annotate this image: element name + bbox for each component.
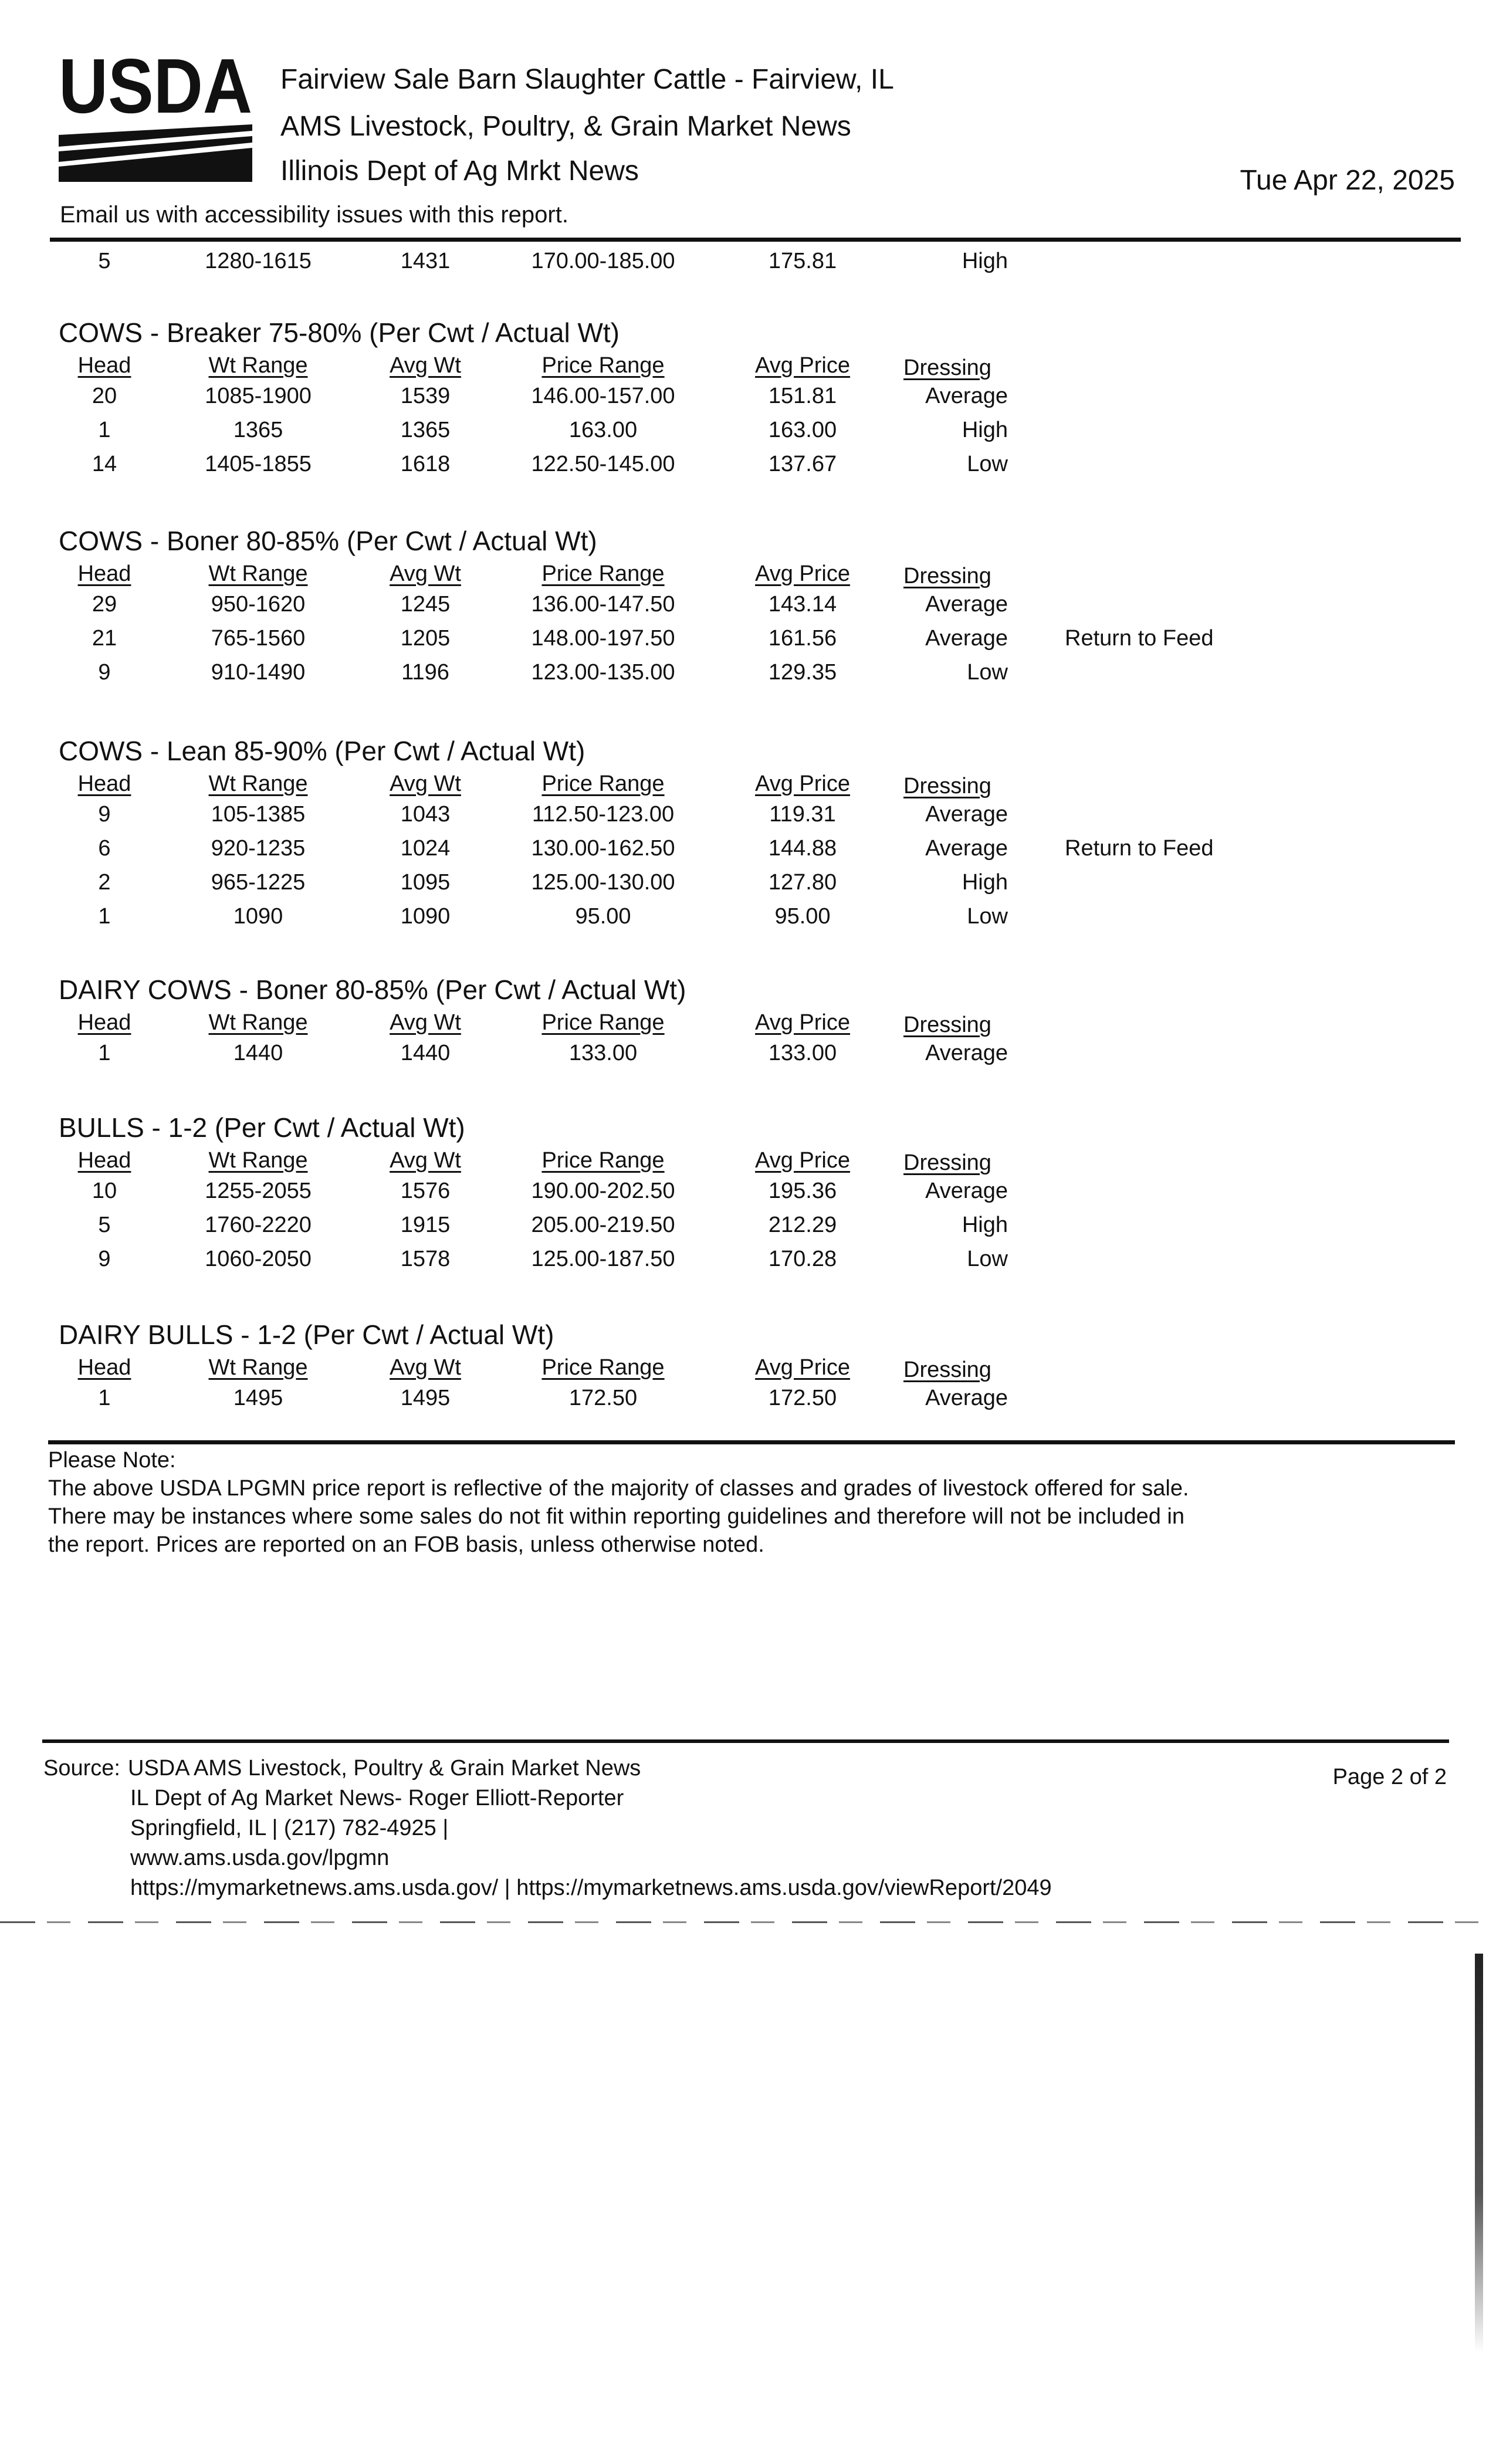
- cell-price-range: 122.50-145.00: [531, 452, 675, 476]
- cell-avg-price: 127.80: [768, 870, 837, 895]
- cell-wt-range: 1760-2220: [205, 1213, 312, 1237]
- cell-price-range: 133.00: [568, 1041, 638, 1065]
- report-date: Tue Apr 22, 2025: [1240, 165, 1455, 196]
- cell-wt-range: 950-1620: [211, 592, 306, 617]
- column-header-avg-wt: Avg Wt: [390, 561, 461, 586]
- cell-dressing: Average: [925, 384, 1008, 408]
- cell-avg-price: 119.31: [769, 802, 836, 827]
- column-header-avg-price: Avg Price: [755, 561, 850, 586]
- scan-edge-shadow: [1475, 1954, 1483, 2353]
- cell-avg-wt: 1576: [400, 1179, 451, 1203]
- source-line-3: Springfield, IL | (217) 782-4925 |: [130, 1816, 449, 1840]
- cell-avg-price: 195.36: [768, 1179, 837, 1203]
- cell-head: 29: [92, 592, 117, 617]
- note-line-2: There may be instances where some sales do not fit within reporting guidelines and therefore will not be included in: [48, 1504, 1184, 1529]
- column-header-avg-wt: Avg Wt: [390, 771, 461, 796]
- column-header-dressing: Dressing: [903, 564, 991, 588]
- note-heading: Please Note:: [48, 1448, 176, 1473]
- cell-head: 10: [92, 1179, 117, 1203]
- cell-head: 1: [98, 418, 111, 442]
- cell-avg-wt: 1365: [400, 418, 451, 442]
- cell-wt-range: 920-1235: [211, 836, 306, 861]
- cell-head: 9: [98, 802, 111, 827]
- cell-note: Return to Feed: [1065, 626, 1214, 651]
- cell-dressing: Low: [967, 904, 1008, 929]
- report-subtitle-2: Illinois Dept of Ag Mrkt News: [280, 155, 639, 187]
- column-header-price-range: Price Range: [541, 561, 665, 586]
- cell-price-range: 125.00-130.00: [531, 870, 675, 895]
- column-header-price-range: Price Range: [541, 353, 665, 378]
- cell-dressing: Average: [925, 836, 1008, 861]
- column-header-head: Head: [77, 1148, 131, 1173]
- cell-dressing: High: [962, 1213, 1008, 1237]
- column-header-price-range: Price Range: [541, 1148, 665, 1173]
- usda-logo: [59, 43, 252, 182]
- cell-wt-range: 105-1385: [211, 802, 306, 827]
- cell-wt-range: 1405-1855: [205, 452, 312, 476]
- report-title: Fairview Sale Barn Slaughter Cattle - Fairview, IL: [280, 64, 894, 95]
- column-header-price-range: Price Range: [541, 1010, 665, 1035]
- column-header-avg-wt: Avg Wt: [390, 353, 461, 378]
- page-number: Page 2 of 2: [1332, 1765, 1447, 1789]
- cell-avg-wt: 1915: [400, 1213, 451, 1237]
- cell-avg-wt: 1431: [400, 249, 451, 273]
- column-header-wt-range: Wt Range: [208, 1148, 308, 1173]
- cell-head: 1: [98, 1386, 111, 1410]
- cell-head: 1: [98, 1041, 111, 1065]
- header-rule: [50, 238, 1461, 242]
- report-subtitle-1: AMS Livestock, Poultry, & Grain Market News: [280, 111, 851, 142]
- source-link-lpgmn[interactable]: www.ams.usda.gov/lpgmn: [130, 1846, 390, 1870]
- column-header-wt-range: Wt Range: [208, 771, 308, 796]
- column-header-wt-range: Wt Range: [208, 1010, 308, 1035]
- svg-text:USDA: USDA: [59, 43, 252, 129]
- cell-dressing: Average: [925, 592, 1008, 617]
- cell-price-range: 190.00-202.50: [531, 1179, 675, 1203]
- column-header-avg-price: Avg Price: [755, 353, 850, 378]
- cell-wt-range: 965-1225: [211, 870, 306, 895]
- cell-avg-price: 172.50: [768, 1386, 837, 1410]
- cell-avg-wt: 1090: [400, 904, 451, 929]
- cell-dressing: High: [962, 249, 1008, 273]
- cell-head: 21: [92, 626, 117, 651]
- section-title: COWS - Lean 85-90% (Per Cwt / Actual Wt): [59, 736, 585, 766]
- cell-dressing: High: [962, 870, 1008, 895]
- cell-head: 14: [92, 452, 117, 476]
- cell-dressing: Low: [967, 1247, 1008, 1271]
- cell-wt-range: 765-1560: [211, 626, 306, 651]
- cell-avg-price: 143.14: [768, 592, 837, 617]
- cell-price-range: 205.00-219.50: [531, 1213, 675, 1237]
- cell-note: Return to Feed: [1065, 836, 1214, 861]
- column-header-avg-price: Avg Price: [755, 1148, 850, 1173]
- footer-rule: [42, 1739, 1449, 1743]
- cell-avg-price: 212.29: [768, 1213, 837, 1237]
- cell-avg-price: 137.67: [768, 452, 837, 476]
- cell-wt-range: 1365: [233, 418, 283, 442]
- column-header-dressing: Dressing: [903, 1150, 991, 1175]
- cell-avg-price: 175.81: [768, 249, 837, 273]
- column-header-avg-wt: Avg Wt: [390, 1010, 461, 1035]
- column-header-avg-price: Avg Price: [755, 771, 850, 796]
- column-header-avg-wt: Avg Wt: [390, 1148, 461, 1173]
- cell-dressing: Average: [925, 1386, 1008, 1410]
- cell-dressing: Low: [967, 660, 1008, 685]
- column-header-wt-range: Wt Range: [208, 1355, 308, 1380]
- cell-avg-price: 170.28: [768, 1247, 837, 1271]
- cell-dressing: Low: [967, 452, 1008, 476]
- cell-avg-price: 161.56: [768, 626, 837, 651]
- cell-price-range: 172.50: [568, 1386, 638, 1410]
- section-title: DAIRY COWS - Boner 80-85% (Per Cwt / Actual Wt): [59, 974, 686, 1005]
- column-header-avg-wt: Avg Wt: [390, 1355, 461, 1380]
- column-header-price-range: Price Range: [541, 771, 665, 796]
- scan-edge-line: [0, 1921, 1496, 1923]
- source-links-mymarketnews[interactable]: https://mymarketnews.ams.usda.gov/ | https://mymarketnews.ams.usda.gov/viewReport/2049: [130, 1876, 1052, 1900]
- cell-price-range: 95.00: [575, 904, 631, 929]
- cell-avg-price: 129.35: [768, 660, 837, 685]
- cell-avg-wt: 1095: [400, 870, 451, 895]
- cell-avg-price: 144.88: [768, 836, 837, 861]
- section-title: COWS - Boner 80-85% (Per Cwt / Actual Wt): [59, 526, 597, 556]
- cell-avg-price: 133.00: [768, 1041, 837, 1065]
- cell-price-range: 170.00-185.00: [531, 249, 675, 273]
- cell-head: 20: [92, 384, 117, 408]
- cell-price-range: 163.00: [568, 418, 638, 442]
- column-header-dressing: Dressing: [903, 356, 991, 380]
- cell-dressing: Average: [925, 626, 1008, 651]
- cell-head: 6: [98, 836, 111, 861]
- section-title: BULLS - 1-2 (Per Cwt / Actual Wt): [59, 1112, 465, 1143]
- cell-wt-range: 1280-1615: [205, 249, 312, 273]
- cell-wt-range: 1090: [233, 904, 283, 929]
- cell-avg-wt: 1539: [400, 384, 451, 408]
- cell-price-range: 148.00-197.50: [531, 626, 675, 651]
- column-header-avg-price: Avg Price: [755, 1010, 850, 1035]
- source-label: Source:: [43, 1756, 120, 1781]
- note-line-1: The above USDA LPGMN price report is reflective of the majority of classes and grades of livestock offered for sale.: [48, 1476, 1189, 1501]
- column-header-wt-range: Wt Range: [208, 353, 308, 378]
- cell-avg-wt: 1618: [400, 452, 451, 476]
- section-title: DAIRY BULLS - 1-2 (Per Cwt / Actual Wt): [59, 1319, 554, 1350]
- cell-dressing: Average: [925, 1041, 1008, 1065]
- cell-avg-wt: 1043: [400, 802, 451, 827]
- cell-price-range: 136.00-147.50: [531, 592, 675, 617]
- cell-head: 2: [98, 870, 111, 895]
- cell-dressing: Average: [925, 1179, 1008, 1203]
- tables-bottom-rule: [48, 1440, 1455, 1444]
- cell-price-range: 130.00-162.50: [531, 836, 675, 861]
- source-line-1: USDA AMS Livestock, Poultry & Grain Market News: [128, 1756, 641, 1781]
- column-header-avg-price: Avg Price: [755, 1355, 850, 1380]
- cell-avg-wt: 1245: [400, 592, 451, 617]
- cell-price-range: 125.00-187.50: [531, 1247, 675, 1271]
- cell-head: 5: [98, 249, 111, 273]
- cell-head: 9: [98, 660, 111, 685]
- cell-avg-price: 151.81: [768, 384, 837, 408]
- cell-dressing: Average: [925, 802, 1008, 827]
- cell-avg-price: 163.00: [768, 418, 837, 442]
- cell-price-range: 146.00-157.00: [531, 384, 675, 408]
- cell-avg-wt: 1495: [400, 1386, 451, 1410]
- column-header-head: Head: [77, 1355, 131, 1380]
- section-title: COWS - Breaker 75-80% (Per Cwt / Actual Wt): [59, 317, 620, 348]
- column-header-head: Head: [77, 353, 131, 378]
- cell-avg-wt: 1024: [400, 836, 451, 861]
- column-header-dressing: Dressing: [903, 1358, 991, 1382]
- cell-wt-range: 1060-2050: [205, 1247, 312, 1271]
- column-header-head: Head: [77, 771, 131, 796]
- cell-price-range: 123.00-135.00: [531, 660, 675, 685]
- cell-avg-wt: 1205: [400, 626, 451, 651]
- cell-wt-range: 1085-1900: [205, 384, 312, 408]
- cell-avg-wt: 1578: [400, 1247, 451, 1271]
- cell-avg-wt: 1440: [400, 1041, 451, 1065]
- cell-wt-range: 1495: [233, 1386, 283, 1410]
- cell-head: 9: [98, 1247, 111, 1271]
- cell-head: 5: [98, 1213, 111, 1237]
- column-header-price-range: Price Range: [541, 1355, 665, 1380]
- source-line-2: IL Dept of Ag Market News- Roger Elliott-Reporter: [130, 1786, 624, 1810]
- cell-dressing: High: [962, 418, 1008, 442]
- cell-wt-range: 910-1490: [211, 660, 306, 685]
- cell-avg-wt: 1196: [401, 660, 449, 685]
- cell-head: 1: [98, 904, 111, 929]
- cell-price-range: 112.50-123.00: [532, 802, 675, 827]
- column-header-wt-range: Wt Range: [208, 561, 308, 586]
- accessibility-link[interactable]: Email us with accessibility issues with this report.: [60, 202, 568, 228]
- note-line-3: the report. Prices are reported on an FOB basis, unless otherwise noted.: [48, 1532, 764, 1557]
- column-header-dressing: Dressing: [903, 774, 991, 798]
- column-header-head: Head: [77, 1010, 131, 1035]
- cell-avg-price: 95.00: [774, 904, 831, 929]
- column-header-head: Head: [77, 561, 131, 586]
- cell-wt-range: 1255-2055: [205, 1179, 312, 1203]
- column-header-dressing: Dressing: [903, 1013, 991, 1037]
- cell-wt-range: 1440: [233, 1041, 283, 1065]
